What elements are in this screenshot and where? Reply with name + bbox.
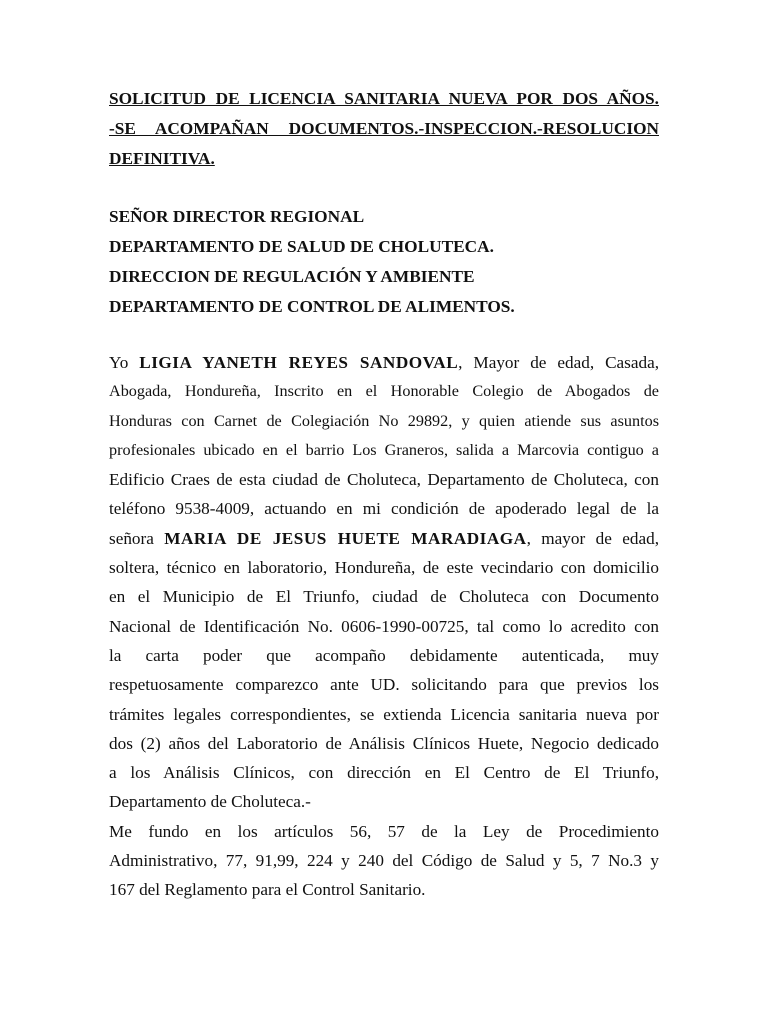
body-paragraphs: [109, 348, 659, 905]
addressee-line-3: DIRECCION DE REGULACIÓN Y AMBIENTE: [109, 267, 475, 286]
body-line: soltera, técnico en laboratorio, Hondureña, de este vecindario con domicilio: [109, 558, 659, 578]
body-line: Honduras con Carnet de Colegiación No 29892, y quien atiende sus asuntos: [109, 411, 659, 430]
subject-line-2: -SE ACOMPAÑAN DOCUMENTOS.-INSPECCION.-RESOLUCION: [109, 119, 659, 138]
body-text-fragment: señora: [109, 528, 154, 548]
body-line: dos (2) años del Laboratorio de Análisis Clínicos Huete, Negocio dedicado: [109, 733, 659, 753]
body-line: teléfono 9538-4009, actuando en mi condición de apoderado legal de la: [109, 499, 659, 519]
body-line: [109, 348, 659, 377]
subject-line-1: SOLICITUD DE LICENCIA SANITARIA NUEVA POR DOS AÑOS.: [109, 89, 659, 108]
body-line: Administrativo, 77, 91,99, 224 y 240 del Código de Salud y 5, 7 No.3 y: [109, 851, 659, 871]
body-line: a los Análisis Clínicos, con dirección en El Centro de El Triunfo,: [109, 763, 659, 783]
body-line: Me fundo en los artículos 56, 57 de la Ley de Procedimiento: [109, 821, 659, 841]
body-line: 167 del Reglamento para el Control Sanitario.: [109, 880, 426, 900]
body-line: Abogada, Hondureña, Inscrito en el Honorable Colegio de Abogados de: [109, 382, 659, 401]
body-text-fragment: Yo: [109, 353, 129, 372]
body-text-fragment: , mayor de edad,: [526, 528, 659, 548]
client-name: MARIA DE JESUS HUETE MARADIAGA: [164, 528, 527, 548]
addressee-line-4: DEPARTAMENTO DE CONTROL DE ALIMENTOS.: [109, 297, 515, 316]
body-line: en el Municipio de El Triunfo, ciudad de Choluteca con Documento: [109, 587, 659, 607]
body-line: respetuosamente comparezco ante UD. solicitando para que previos los: [109, 675, 659, 695]
addressee-line-2: DEPARTAMENTO DE SALUD DE CHOLUTECA.: [109, 237, 494, 256]
addressee-block: [109, 202, 659, 322]
body-line: Edificio Craes de esta ciudad de Choluteca, Departamento de Choluteca, con: [109, 470, 659, 490]
document-subject: [109, 84, 659, 174]
legal-basis-paragraph: [109, 817, 659, 905]
document-page: [109, 84, 659, 905]
body-line: la carta poder que acompaño debidamente autenticada, muy: [109, 645, 659, 665]
body-line: [109, 524, 659, 553]
request-paragraph: [109, 348, 659, 817]
body-line: Departamento de Choluteca.-: [109, 792, 311, 812]
applicant-name: LIGIA YANETH REYES SANDOVAL: [139, 353, 459, 372]
addressee-line-1: SEÑOR DIRECTOR REGIONAL: [109, 207, 365, 226]
body-line: Nacional de Identificación No. 0606-1990-00725, tal como lo acredito con: [109, 616, 659, 636]
body-text-fragment: , Mayor de edad, Casada,: [458, 353, 660, 372]
subject-line-3: DEFINITIVA.: [109, 149, 215, 168]
body-line: trámites legales correspondientes, se extienda Licencia sanitaria nueva por: [109, 704, 659, 724]
body-line: profesionales ubicado en el barrio Los Graneros, salida a Marcovia contiguo a: [109, 440, 659, 459]
